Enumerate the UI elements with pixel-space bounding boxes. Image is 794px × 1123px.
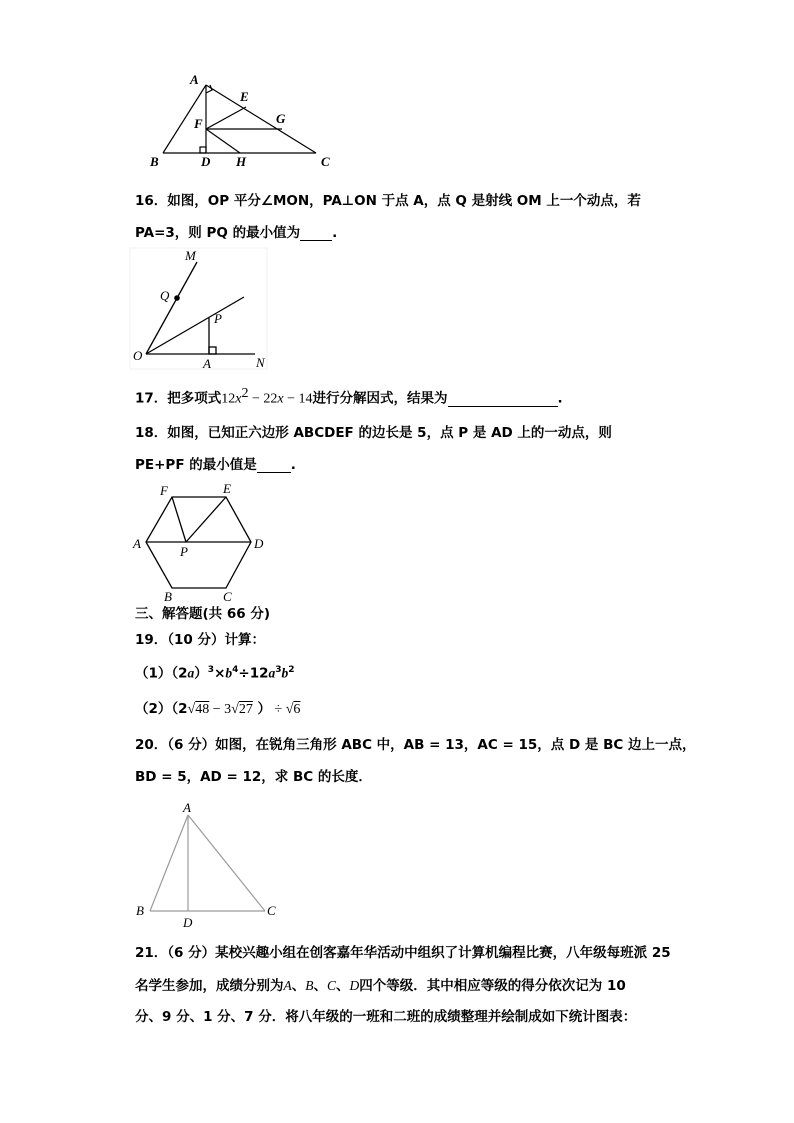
q17-prefix: 17．把多项式 [135, 390, 222, 407]
label-n: N [256, 355, 265, 370]
q20-line1: 20．（6 分）如图，在锐角三角形 ABC 中，AB = 13，AC = 15，点 D 是 BC 边上一点， [135, 737, 696, 753]
label-p18: P [180, 544, 188, 559]
q18-line1: 18．如图，已知正六边形 ABCDEF 的边长是 5，点 P 是 AD 上的一动点，则 [135, 425, 612, 441]
q19-title: 19．（10 分）计算： [135, 632, 266, 648]
q19-p1-b2: b [281, 665, 289, 681]
q17-coef-b: − 22 [248, 391, 278, 407]
q19-p1-a2: a [268, 665, 276, 681]
q21-sep2: 、 [313, 978, 327, 994]
q16-line1: 16．如图，OP 平分∠MON，PA⊥ON 于点 A，点 Q 是射线 OM 上一个动点，若 [135, 193, 641, 209]
q19-p2-radicand1: 48 [195, 702, 210, 717]
q19-p1-b: b [225, 665, 233, 681]
label-q: Q [160, 288, 170, 303]
q19-p1-exp2: 2 [288, 665, 295, 675]
q19-p1-times: × [214, 665, 226, 682]
q19-p1-exp3: 3 [207, 665, 215, 675]
label-o: O [133, 348, 143, 363]
q21-line2-a: 名学生参加，成绩分别为 [135, 978, 284, 994]
q20-line2: BD = 5，AD = 12，求 BC 的长度． [135, 769, 372, 785]
q19-p1-exp3b: 3 [275, 665, 282, 675]
q19-p2-div: ÷ [271, 702, 286, 717]
label-b: B [150, 154, 159, 169]
q21-line2-b: 四个等级．其中相应等级的得分依次记为 10 [359, 978, 626, 994]
label-b20: B [136, 903, 144, 918]
q19-p2-radicand3: 6 [293, 702, 301, 717]
label-a16: A [203, 356, 211, 371]
sqrt-icon: √ [231, 702, 239, 717]
q19-p1-exp4: 4 [232, 665, 239, 675]
q19-p1-a: a [187, 665, 195, 681]
q19-p2-prefix: （2）（2 [135, 701, 188, 717]
q21-line1: 21．（6 分）某校兴趣小组在创客嘉年华活动中组织了计算机编程比赛，八年级每班派 25 [135, 945, 671, 961]
label-d18: D [254, 536, 264, 551]
section-title: 三、解答题(共 66 分) [135, 606, 271, 622]
sqrt-icon: √ [187, 702, 196, 717]
label-d20: D [183, 915, 193, 930]
label-c18: C [223, 589, 232, 604]
q21-line3: 分、9 分、1 分、7 分．将八年级的一班和二班的成绩整理并绘制成如下统计图表： [135, 1009, 637, 1025]
q19-p1-div: ÷12 [238, 665, 269, 682]
label-a18: A [133, 536, 141, 551]
label-a: A [190, 72, 199, 87]
label-f: F [194, 116, 203, 131]
q21-grade-c: C [327, 978, 337, 993]
label-g: G [276, 111, 286, 126]
q16-line2-suffix: . [332, 225, 338, 241]
q19-p1-close: ） [194, 665, 208, 682]
q16-line2-text: PA=3，则 PQ 的最小值为 [135, 225, 301, 241]
q21-sep3: 、 [336, 978, 350, 994]
q19-p2-radicand2: 27 [238, 702, 253, 717]
q21-sep1: 、 [291, 978, 306, 994]
label-e: E [240, 89, 249, 104]
q17-suffix: . [557, 390, 563, 407]
label-p: P [214, 311, 222, 326]
q18-line2-suffix: . [290, 457, 296, 473]
q18-line2-text: PE+PF 的最小值是 [135, 457, 257, 473]
label-h: H [236, 154, 247, 169]
label-c: C [321, 154, 330, 169]
q19-p2-close: ） [252, 701, 272, 717]
q19-p2-minus: − 3 [209, 702, 232, 717]
q17-middle: 进行分解因式，结果为 [312, 390, 448, 407]
label-f18: F [160, 483, 168, 498]
label-b18: B [164, 589, 172, 604]
q21-grade-a: A [283, 978, 292, 993]
q21-grade-d: D [349, 978, 360, 993]
label-m: M [185, 248, 196, 263]
q17-coef-a: 12 [221, 391, 236, 407]
q17-const: − 14 [283, 391, 313, 407]
q21-line2 [135, 979, 626, 994]
q17-exp: 2 [241, 386, 249, 401]
label-a20: A [183, 800, 191, 815]
q19-p1-prefix: （1）（2 [135, 665, 188, 682]
label-d: D [201, 154, 211, 169]
label-c20: C [267, 903, 276, 918]
q21-grade-b: B [305, 978, 314, 993]
sqrt-icon: √ [285, 702, 294, 717]
q17-var-x: x [235, 391, 242, 407]
label-e18: E [223, 481, 231, 496]
q17-var-x2: x [277, 391, 284, 407]
